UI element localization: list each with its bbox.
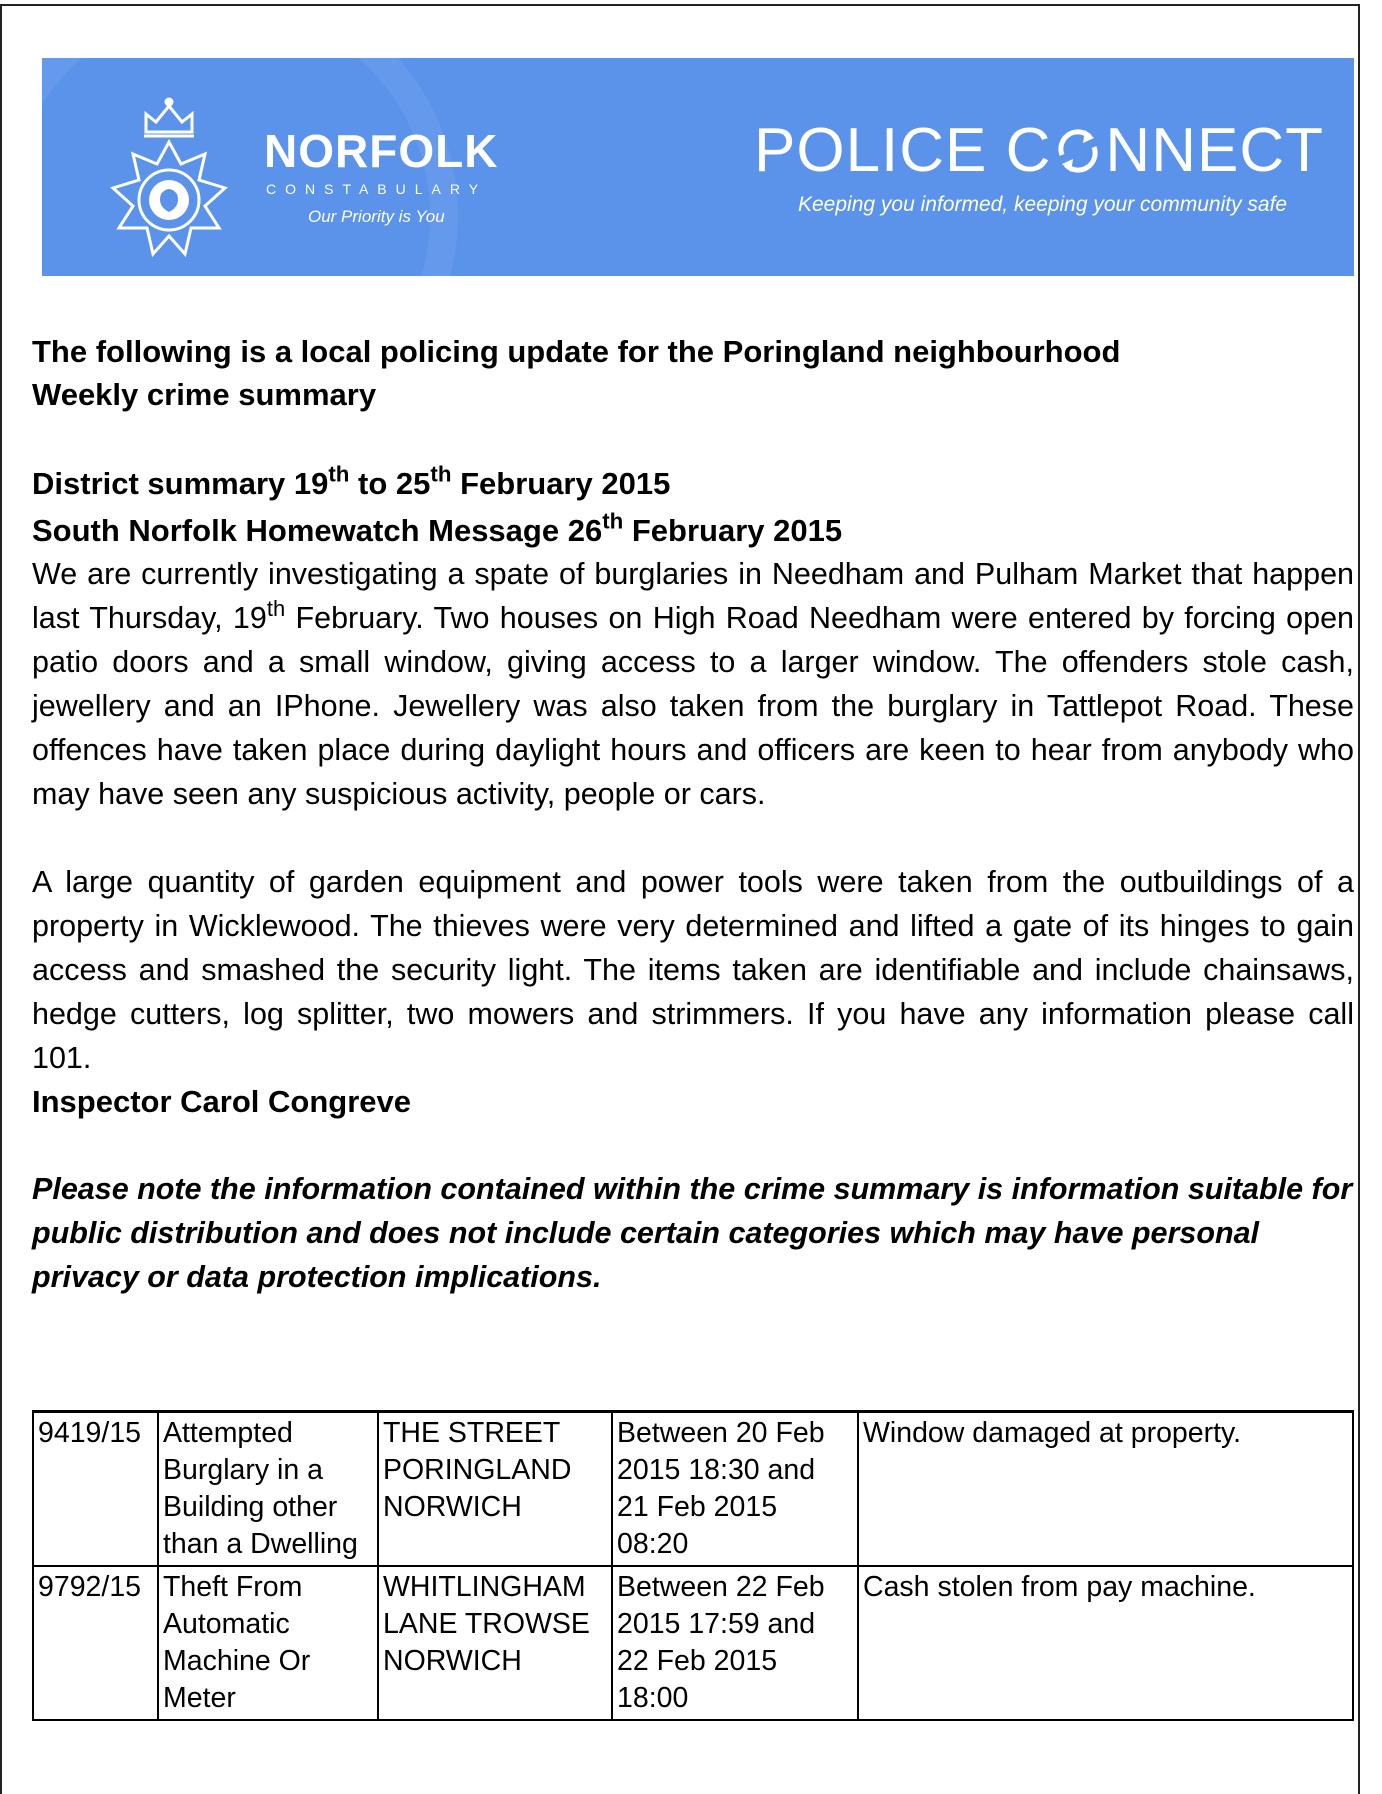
crime-offence: Attempted Burglary in a Building other than a Dwelling bbox=[158, 1412, 378, 1567]
service-tagline: Keeping you informed, keeping your community safe bbox=[798, 193, 1288, 216]
connect-arrows-icon bbox=[1052, 125, 1104, 177]
crime-location: WHITLINGHAM LANE TROWSE NORWICH bbox=[378, 1566, 612, 1720]
homewatch-heading: South Norfolk Homewatch Message 26th February 2015 bbox=[32, 508, 843, 548]
police-connect-banner bbox=[42, 58, 1354, 276]
crime-time: Between 20 Feb 2015 18:30 and 21 Feb 2015 08:20 bbox=[612, 1412, 858, 1567]
crime-offence: Theft From Automatic Machine Or Meter bbox=[158, 1566, 378, 1720]
crime-time: Between 22 Feb 2015 17:59 and 22 Feb 2015 18:00 bbox=[612, 1566, 858, 1720]
crime-details: Cash stolen from pay machine. bbox=[858, 1566, 1353, 1720]
crime-table bbox=[32, 1410, 1354, 1721]
privacy-note: Please note the information contained within the crime summary is information suitable for public distribution and does not include certain categories which may have personal privacy or data protection implications. bbox=[32, 1172, 1353, 1294]
service-name-pre: POLICE C bbox=[754, 116, 1052, 185]
org-name: NORFOLK bbox=[264, 125, 499, 177]
burglary-paragraph: We are currently investigating a spate of burglaries in Needham and Pulham Market that happen last Thursday, 19th February. Two houses on High Road Needham were entered by forcing open patio doors and a small window, giving access to a larger window. The offenders stole cash, jewellery and an IPhone. Jewellery was also taken from the burglary in Tattlepot Road. These offences have taken place during daylight hours and officers are keen to hear from anybody who may have seen any suspicious activity, people or cars. bbox=[32, 557, 1354, 811]
table-row bbox=[33, 1566, 1353, 1720]
crime-details: Window damaged at property. bbox=[858, 1412, 1353, 1567]
table-row bbox=[33, 1412, 1353, 1567]
org-motto: Our Priority is You bbox=[308, 207, 445, 226]
crime-location: THE STREET PORINGLAND NORWICH bbox=[378, 1412, 612, 1567]
crime-ref: 9419/15 bbox=[33, 1412, 158, 1567]
org-subtitle: CONSTABULARY bbox=[266, 181, 488, 197]
signature: Inspector Carol Congreve bbox=[32, 1084, 411, 1119]
bulletin-content bbox=[32, 330, 1354, 1299]
district-summary-heading: District summary 19th to 25th February 2015 bbox=[32, 461, 671, 501]
service-name bbox=[754, 116, 1324, 185]
service-name-post: NNECT bbox=[1105, 116, 1324, 185]
crime-ref: 9792/15 bbox=[33, 1566, 158, 1720]
garden-theft-paragraph: A large quantity of garden equipment and power tools were taken from the outbuildings of a property in Wicklewood. The thieves were very determined and lifted a gate of its hinges to gain access and smashed the security light. The items taken are identifiable and include chainsaws, hedge cutters, log splitter, two mowers and strimmers. If you have any information please call 101. bbox=[32, 865, 1354, 1075]
update-heading: The following is a local policing update for the Poringland neighbourhood bbox=[32, 334, 1121, 369]
weekly-summary-heading: Weekly crime summary bbox=[32, 377, 377, 412]
norfolk-constabulary-crest-icon bbox=[94, 92, 244, 262]
